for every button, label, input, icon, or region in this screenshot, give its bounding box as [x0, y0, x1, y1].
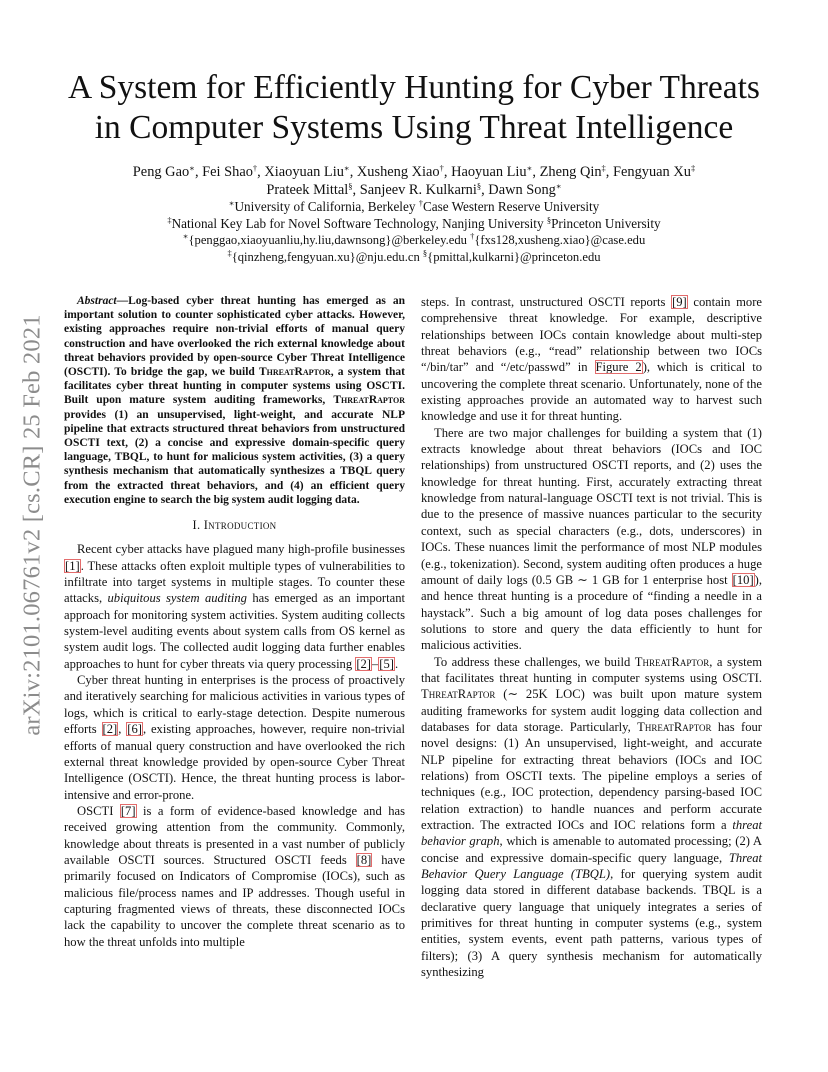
emphasis: ubiquitous system auditing — [107, 591, 247, 606]
author-name: Peng Gao — [132, 164, 190, 180]
system-name: ThreatRaptor — [259, 366, 331, 379]
arxiv-watermark — [8, 290, 58, 760]
system-name: ThreatRaptor — [333, 394, 405, 407]
system-name: ThreatRaptor — [421, 687, 496, 702]
system-name: ThreatRaptor — [637, 719, 712, 734]
author-mark: † — [252, 163, 258, 173]
section-number: I. — [192, 518, 201, 533]
email-mark: § — [422, 247, 428, 258]
abstract-text: provides (1) an unsupervised, light-weight, and accurate NLP pipeline that extracts structured threat behaviors from unstructured OSCTI text, (2) a concise and expressive domain-specific query language, TBQL, to hunt for malicious system activities, (3) a query synthesis mechanism that automatically synthesizes a TBQL query from the extracted threat behaviors, and (4) an efficient query execution engine to search the big system audit logging data. — [64, 408, 405, 506]
author-mark: † — [439, 163, 444, 173]
email: {fxs128,xusheng.xiao}@case.edu — [474, 233, 646, 247]
paragraph — [64, 803, 405, 950]
text-run: is a form of evidence-based knowledge and has received growing attention from the community. Commonly, knowledge about threats is presented in a vast number of publicly available OSCTI sources. Structured OSCTI feeds — [64, 803, 405, 867]
author-mark: ∗ — [189, 163, 195, 173]
text-run: , for querying system audit logging data stored in different database backends. TBQL is a declarative query language that uniquely integrates a series of primitives for threat hunting in computer systems (e.g., system entities, system events, event path patterns, various types of filters); (3) A query synthesis mechanism for automatically synthesizing — [421, 867, 763, 980]
text-run: has four novel designs: (1) An unsupervised, light-weight, and accurate NLP pipeline for extracting threat behaviors (IOCs and IOC relations) from OSCTI texts. The pipeline employs a series of techniques (e.g., IOC protection, dependency parsing-based IOC relation extraction) to handle nuances and perform accurate extraction. The extracted IOCs and IOC relations form a — [421, 719, 762, 832]
affiliation-line — [60, 199, 768, 216]
author-name: Xiaoyuan Liu — [264, 164, 344, 180]
text-run: . These attacks often exploit multiple types of vulnerabilities to infiltrate into target systems in multiple stages. To counter these attacks, — [64, 558, 405, 606]
author-mark: § — [476, 181, 482, 191]
citation-link[interactable]: [7] — [120, 803, 136, 818]
author-block — [60, 163, 768, 265]
figure-link[interactable]: Figure 2 — [595, 360, 642, 375]
paper-title — [40, 68, 788, 148]
author-name: Fengyuan Xu — [613, 164, 691, 180]
abstract-text: Log-based cyber threat hunting has emerged as an important solution to counter sophisticated cyber attacks. However, existing approaches require non-trivial efforts of manual query construction and have overlooked the rich external knowledge about threat behaviors provided by open-source Cyber Threat Intelligence (OSCTI). To bridge the gap, we build — [64, 295, 405, 379]
text-run: Recent cyber attacks have plagued many high-profile businesses — [77, 542, 405, 557]
paragraph — [64, 541, 405, 672]
left-column — [64, 294, 405, 950]
author-mark: ‡ — [601, 163, 606, 173]
affiliation: University of California, Berkeley — [234, 199, 416, 214]
affiliation-mark: § — [546, 214, 552, 225]
arxiv-id: arXiv:2101.06761v2 [cs.CR] 25 Feb 2021 — [19, 314, 47, 736]
affiliation-line — [60, 216, 768, 233]
abstract-text: , a system that facilitates cyber threat hunting in computer systems using OSCTI. Built upon mature system auditing frameworks, — [64, 366, 405, 407]
text-run: . — [394, 656, 399, 671]
author-mark: ∗ — [343, 163, 350, 173]
text-run: ), and hence threat hunting is a procedure of “finding a needle in a haystack”. Such a big amount of log data poses challenges for solutions to store and query the data efficiently to hunt for malicious activities. — [421, 572, 762, 653]
citation-link[interactable]: [10] — [732, 572, 754, 587]
author-mark: § — [348, 181, 353, 191]
right-column — [421, 294, 762, 980]
section-heading — [64, 517, 405, 533]
section-title: Introduction — [203, 518, 277, 533]
title-line: A System for Efficiently Hunting for Cyber Threats — [68, 69, 760, 106]
affiliation: National Key Lab for Novel Software Technology, Nanjing University — [171, 215, 544, 231]
author-name: Xusheng Xiao — [356, 164, 440, 180]
email-mark: † — [470, 231, 475, 241]
paragraph — [421, 425, 762, 654]
paragraph — [64, 672, 405, 803]
text-run: Cyber threat hunting in enterprises is the process of proactively and iteratively searching for malicious activities in various types of logs, which is critical to early-stage detection. Despite numerous efforts — [64, 673, 405, 737]
text-run: , a system that facilitates threat hunting in computer systems using OSCTI. — [421, 654, 762, 685]
text-run: , existing approaches, however, require non-trivial efforts of manual query construction and have overlooked the rich external threat knowledge provided by open-source Cyber Threat Intelligence (OSCTI). Hence, the threat hunting process is labor-intensive and error-prone. — [64, 722, 405, 802]
email-line — [60, 232, 768, 249]
paragraph — [421, 654, 762, 981]
title-line: in Computer Systems Using Threat Intelligence — [94, 109, 734, 146]
citation-link[interactable]: [2] — [102, 722, 118, 737]
citation-link[interactable]: [9] — [672, 295, 687, 309]
affiliation: Princeton University — [551, 215, 661, 231]
author-mark: ∗ — [526, 163, 533, 173]
paragraph — [421, 294, 762, 425]
author-name: Prateek Mittal — [266, 182, 349, 198]
citation-link[interactable]: [1] — [65, 558, 80, 573]
text-run: steps. In contrast, unstructured OSCTI reports — [421, 295, 672, 309]
author-mark: ∗ — [555, 181, 562, 191]
author-name: Zheng Qin — [539, 164, 602, 180]
text-run: have primarily focused on Indicators of Compromise (IOCs), such as malicious file/process names and IP addresses. Though useful in capturing fragmented views of threats, these disconnected IOCs lack the capability to uncover the complete threat scenario as to how the threat unfolds into multiple — [64, 852, 406, 949]
author-line: Prateek Mittal§, Sanjeev R. Kulkarni§, Dawn Song∗ — [266, 181, 562, 198]
author-name: Haoyuan Liu — [451, 164, 527, 180]
text-run: OSCTI — [77, 803, 120, 818]
emphasis: Threat Behavior Query Language (TBQL) — [421, 850, 762, 882]
emphasis: threat behavior graph — [421, 818, 762, 849]
text-run: There are two major challenges for building a system that (1) extracts knowledge about threat behaviors (IOCs and IOC relationships) from unstructured OSCTI reports, and (2) uses the knowledge for threat hunting. First, accurately extracting threat knowledge from natural-language OSCTI text is not trivial. This is due to the presence of massive nuances particular to the security context, such as special characters (e.g., dots, underscores) in IOCs. These nuances limit the performance of most NLP modules (e.g., tokenization). Second, system auditing often produces a huge amount of daily logs (0.5 GB ∼ 1 GB for 1 enterprise host — [421, 425, 762, 587]
text-run: ), which is critical to uncovering the complete threat scenario. Unfortunately, none of the existing approaches provide an automated way to harvest such knowledge and use it for threat hunting. — [421, 360, 762, 424]
system-name: ThreatRaptor — [634, 654, 710, 669]
email: {qinzheng,fengyuan.xu}@nju.edu.cn — [231, 249, 420, 264]
author-line: Peng Gao∗, Fei Shao†, Xiaoyuan Liu∗, Xusheng Xiao†, Haoyuan Liu∗, Zheng Qin‡, Fengyuan Xu‡ — [132, 163, 696, 180]
citation-link[interactable]: [6] — [127, 722, 142, 737]
text-run: contain more comprehensive threat knowledge. For example, descriptive relationships between IOCs contain knowledge about multi-step threat behaviors (e.g., “read” relationship between two IOCs “/bin/tar” and “/etc/passwd” in — [421, 295, 762, 375]
affiliation-mark: † — [418, 198, 423, 208]
text-run: (∼ 25K LOC) was built upon mature system auditing frameworks for system audit logging data collection and databases for data storage. Particularly, — [421, 687, 762, 734]
citation-link[interactable]: [5] — [379, 656, 394, 671]
abstract — [64, 294, 405, 507]
text-run: , — [118, 722, 127, 737]
abstract-label: Abstract — [77, 295, 117, 307]
text-run: – — [372, 656, 379, 671]
author-mark: ‡ — [690, 163, 696, 173]
text-run: has emerged as an important approach for monitoring system activities. System auditing collects system-level auditing events about system calls from OS kernel as system audit logs. The collected audit logging data further enables approaches to hunt for cyber threats via query processing — [64, 591, 406, 671]
text-run: , which is amenable to automated processing; (2) A concise and expressive domain-specific query language, — [421, 834, 762, 865]
text-run: To address these challenges, we build — [434, 654, 635, 669]
affiliation-mark: ‡ — [167, 214, 172, 225]
abstract-sep: — — [116, 295, 129, 307]
email-mark: ‡ — [227, 247, 232, 258]
author-name: Dawn Song — [488, 182, 556, 198]
citation-link[interactable]: [2] — [356, 656, 371, 671]
email: {pmittal,kulkarni}@princeton.edu — [427, 249, 601, 264]
email-line — [60, 249, 768, 266]
author-name: Sanjeev R. Kulkarni — [359, 182, 477, 198]
affiliation: Case Western Reserve University — [422, 199, 600, 214]
email-mark: ∗ — [182, 231, 189, 241]
author-name: Fei Shao — [202, 164, 253, 180]
email: {penggao,xiaoyuanliu,hy.liu,dawnsong}@berkeley.edu — [188, 233, 467, 247]
citation-link[interactable]: [8] — [356, 852, 372, 867]
affiliation-mark: ∗ — [228, 198, 235, 208]
